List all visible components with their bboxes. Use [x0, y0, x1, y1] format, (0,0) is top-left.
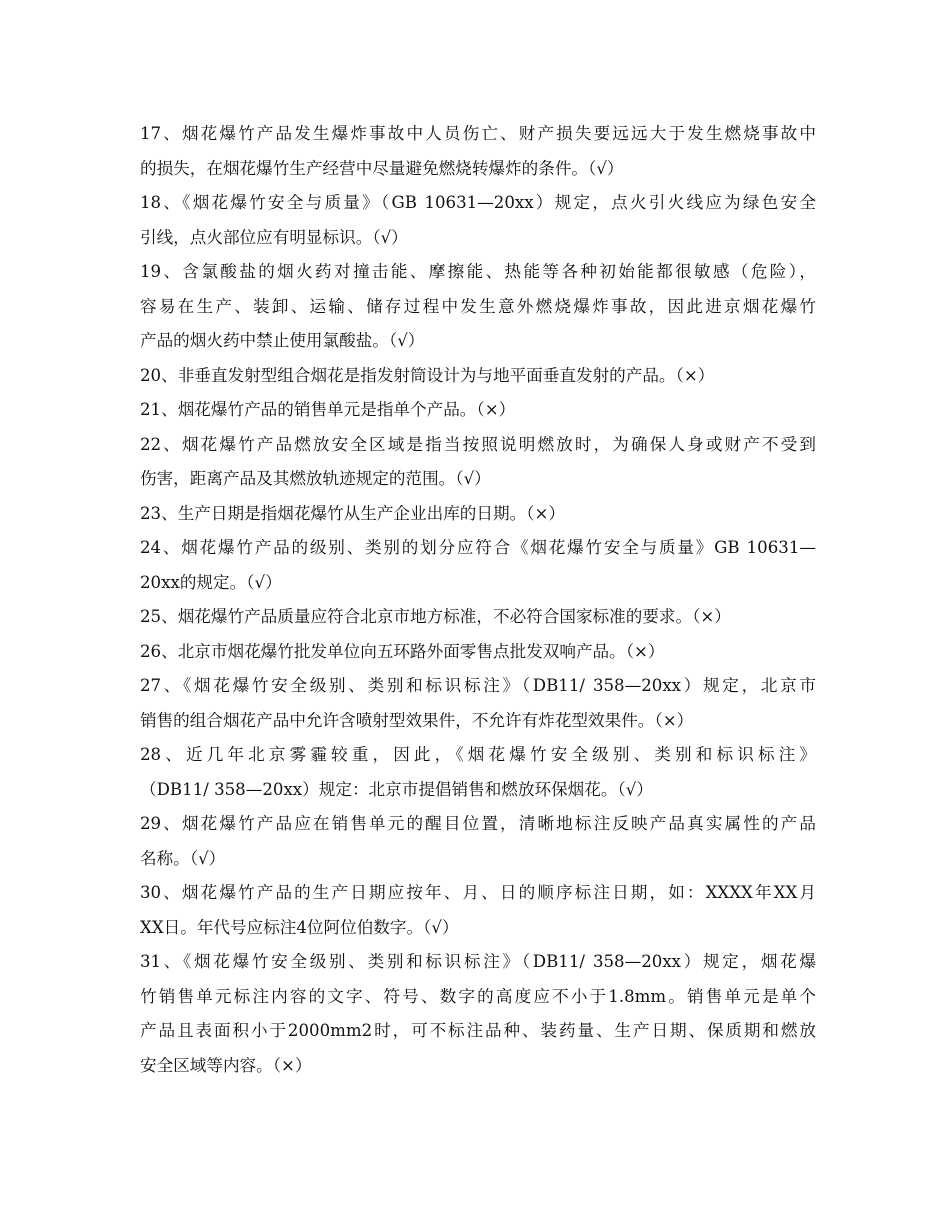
- document-body: [140, 117, 816, 1083]
- text-line: 31、《烟花爆竹安全级别、类别和标识标注》（DB11/ 358—20xx）规定，烟花爆: [140, 952, 816, 971]
- text-line: 30、烟花爆竹产品的生产日期应按年、月、日的顺序标注日期，如：XXXX年XX月: [140, 883, 816, 902]
- text-line: 29、烟花爆竹产品应在销售单元的醒目位置，清晰地标注反映产品真实属性的产品: [140, 814, 816, 833]
- text-line: 的损失，在烟花爆竹生产经营中尽量避免燃烧转爆炸的条件。（√）: [140, 158, 624, 178]
- text-line: 销售的组合烟花产品中允许含喷射型效果件，不允许有炸花型效果件。（×）: [140, 710, 694, 730]
- text-line: 27、《烟花爆竹安全级别、类别和标识标注》（DB11/ 358—20xx）规定，北京市: [140, 676, 816, 695]
- text-line: 伤害，距离产品及其燃放轨迹规定的范围。（√）: [140, 469, 491, 488]
- text-line: 竹销售单元标注内容的文字、符号、数字的高度应不小于1.8mm。销售单元是单个: [140, 986, 816, 1006]
- text-line: 19、含氯酸盐的烟火药对撞击能、摩擦能、热能等各种初始能都很敏感（危险），: [140, 262, 816, 281]
- text-line: 产品的烟火药中禁止使用氯酸盐。（√）: [140, 331, 425, 350]
- text-line: 28、近几年北京雾霾较重，因此，《烟花爆竹安全级别、类别和标识标注》: [140, 745, 816, 764]
- text-line: 26、北京市烟花爆竹批发单位向五环路外面零售点批发双响产品。（×）: [140, 641, 665, 661]
- text-line: 20、非垂直发射型组合烟花是指发射筒设计为与地平面垂直发射的产品。（×）: [140, 365, 715, 385]
- text-line: 名称。（√）: [140, 848, 226, 868]
- text-line: 产品且表面积小于2000mm2时，可不标注品种、装药量、生产日期、保质期和燃放: [140, 1021, 816, 1040]
- text-line: 20xx的规定。（√）: [140, 572, 282, 592]
- text-line: 18、《烟花爆竹安全与质量》（GB 10631—20xx）规定，点火引火线应为绿色安全: [140, 193, 816, 212]
- text-line: 23、生产日期是指烟花爆竹从生产企业出库的日期。（×）: [140, 503, 565, 523]
- text-line: 引线，点火部位应有明显标识。（√）: [140, 227, 408, 247]
- text-line: 24、烟花爆竹产品的级别、类别的划分应符合《烟花爆竹安全与质量》GB 10631—: [140, 538, 816, 557]
- text-line: XX日。年代号应标注4位阿位伯数字。（√）: [140, 917, 459, 937]
- text-line: 安全区域等内容。（×）: [140, 1055, 312, 1075]
- text-line: 容易在生产、装卸、运输、储存过程中发生意外燃烧爆炸事故，因此进京烟花爆竹: [140, 296, 816, 316]
- text-line: 22、烟花爆竹产品燃放安全区域是指当按照说明燃放时，为确保人身或财产不受到: [140, 434, 816, 454]
- text-line: 17、烟花爆竹产品发生爆炸事故中人员伤亡、财产损失要远远大于发生燃烧事故中: [140, 124, 816, 143]
- text-line: 21、烟花爆竹产品的销售单元是指单个产品。（×）: [140, 400, 516, 419]
- text-line: （DB11/ 358—20xx）规定：北京市提倡销售和燃放环保烟花。（√）: [140, 779, 653, 799]
- text-line: 25、烟花爆竹产品质量应符合北京市地方标准，不必符合国家标准的要求。（×）: [140, 607, 731, 626]
